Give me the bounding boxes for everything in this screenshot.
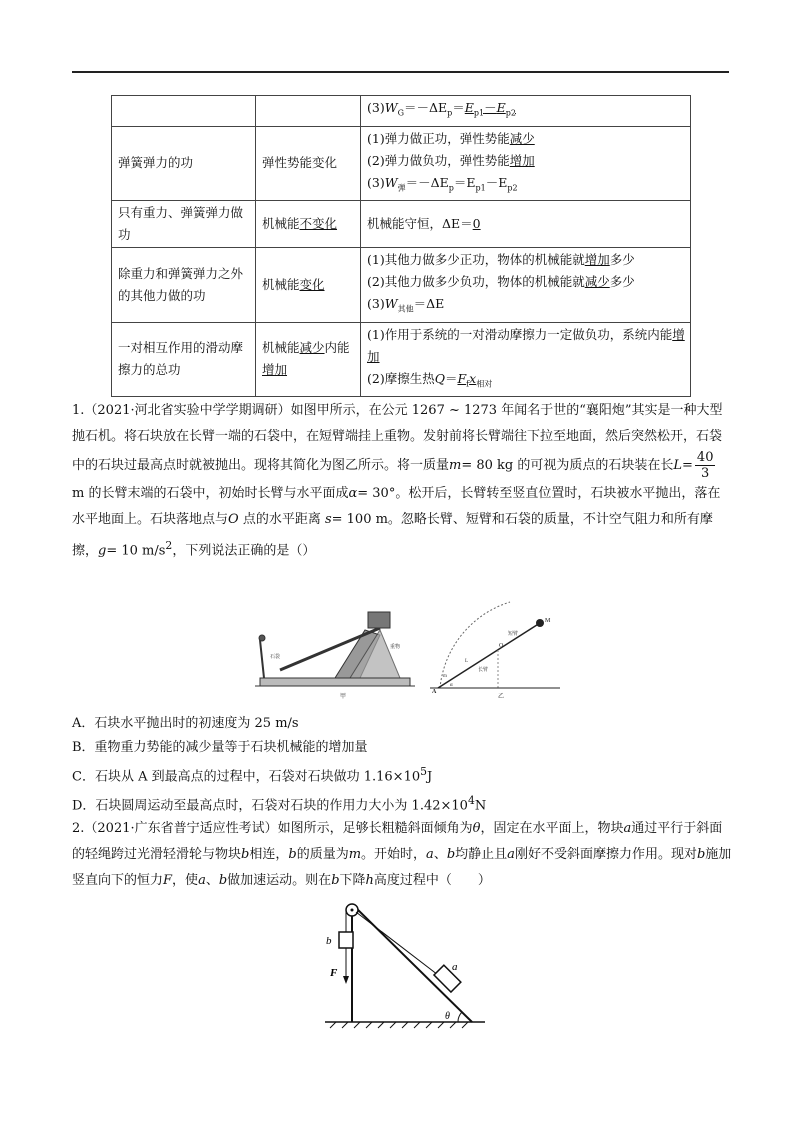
option-b: B．重物重力势能的减少量等于石块机械能的增加量: [72, 740, 368, 755]
svg-text:L: L: [465, 659, 469, 664]
cell: 机械能变化: [256, 248, 361, 323]
question-2: 2.（2021·广东省普宁适应性考试）如图所示，足够长粗糙斜面倾角为θ，固定在水平面上，物块a通过平行于斜面的轻绳跨过光滑轻滑轮与物块b相连，b的质量为m。开始时，a、b均静止且a刚好不受斜面摩擦力作用。现对b施加竖直向下的恒力F，使a、b做加速运动。则在b下降h高度过程中（ ）: [72, 821, 732, 888]
fig-jia-label: 甲: [340, 693, 347, 700]
svg-text:重物: 重物: [390, 644, 401, 650]
table-row: [112, 322, 691, 397]
simplified-diagram: [430, 602, 560, 700]
option-d: D．石块圆周运动至最高点时，石袋对石块的作用力大小为 $1.42\times 10^4N$: [72, 794, 487, 814]
svg-text:a: a: [452, 961, 458, 973]
gravity-work-formula: $(3)W_G=-\Delta E_p=E_{p1}-E_{p2}$: [361, 96, 691, 127]
svg-text:O: O: [499, 643, 504, 649]
option-a: A．石块水平抛出时的初速度为 25 m/s: [72, 716, 299, 731]
cell: 只有重力、弹簧弹力做功: [112, 201, 256, 248]
svg-text:θ: θ: [445, 1011, 450, 1022]
svg-text:F: F: [330, 967, 338, 979]
table-row: [112, 201, 691, 248]
question-1-options: [72, 712, 486, 819]
cell: (1)作用于系统的一对滑动摩擦力一定做负功，系统内能增加 (2)摩擦生热$Q=F_fx_{相对}$: [361, 322, 691, 397]
catapult-sketch: [255, 612, 415, 700]
option-c: C．石块从 A 到最高点的过程中，石袋对石块做功 $1.16\times 10^5J$: [72, 765, 433, 785]
header-rule: [72, 71, 729, 73]
svg-text:M: M: [545, 618, 551, 624]
fig-yi-label: 乙: [498, 694, 505, 700]
svg-text:短臂: 短臂: [508, 632, 519, 637]
svg-text:b: b: [326, 935, 332, 947]
cell: (1)其他力做多少正功，物体的机械能就增加多少 (2)其他力做多少负功，物体的机械能就减少多少 $(3)W_{其他}=\Delta E$: [361, 248, 691, 323]
cell: 弹簧弹力的功: [112, 126, 256, 201]
cell: 除重力和弹簧弹力之外的其他力做的功: [112, 248, 256, 323]
cell: (1)弹力做正功，弹性势能减少 (2)弹力做负功，弹性势能增加 $(3)W_弹=-\Delta E_p=E_{p1}-E_{p2}$: [361, 126, 691, 201]
fraction: $\frac{40}{3}$: [696, 450, 714, 481]
incline-pulley-figure: [320, 892, 490, 1034]
table-row: [112, 126, 691, 201]
table-row: [112, 248, 691, 323]
cell: 机械能减少内能增加: [256, 322, 361, 397]
question-1: 1.（2021·河北省实验中学学期调研）如图甲所示，在公元 1267 ~ 1273 年闻名于世的“襄阳炮”其实是一种大型抛石机。将石块放在长臂一端的石袋中，在短臂端挂上重物。发射前将长臂端往下拉至地面，然后突然松开，石袋中的石块过最高点时就被抛出。现将其简化为图乙所示。将一质量m= 80 kg 的可视为质点的石块装在长L= $\frac{40}{3}$ m 的长臂末端的石袋中，初始时长臂与水平面成α= 30°。松开后，长臂转至竖直位置时，石块被水平抛出，落在水平地面上。石块落地点与O 点的水平距离 s= 100 m。忽略长臂、短臂和石袋的质量，不计空气阻力和所有摩擦，g= 10 $m/s^2$，下列说法正确的是（）: [72, 403, 723, 559]
catapult-figure: [240, 600, 580, 700]
svg-text:α: α: [450, 683, 453, 688]
cell: 弹性势能变化: [256, 126, 361, 201]
svg-text:m: m: [443, 674, 447, 679]
svg-text:石袋: 石袋: [270, 654, 281, 660]
energy-work-table: [111, 95, 691, 397]
table-row: [112, 96, 691, 127]
cell: 机械能不变化: [256, 201, 361, 248]
svg-text:A: A: [432, 689, 437, 695]
cell: 机械能守恒，ΔE＝0: [361, 201, 691, 248]
svg-text:长臂: 长臂: [478, 668, 489, 673]
cell: 一对相互作用的滑动摩擦力的总功: [112, 322, 256, 397]
